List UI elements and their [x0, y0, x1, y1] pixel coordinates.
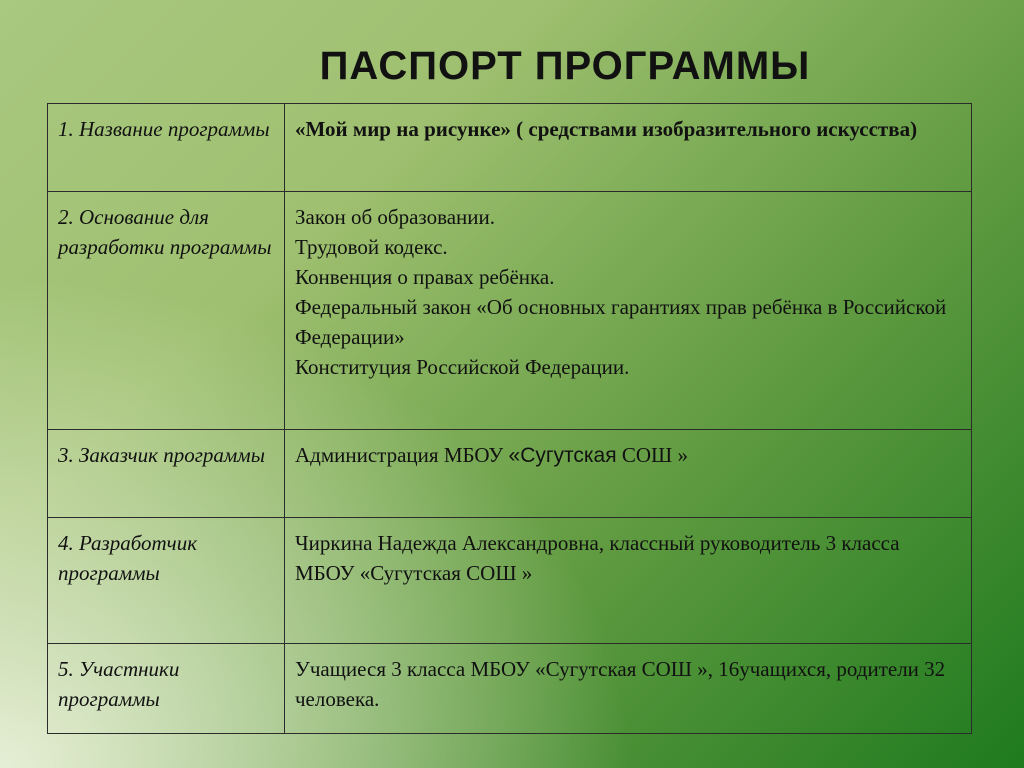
row-value-basis	[285, 192, 972, 429]
basis-line-labor-code: Трудовой кодекс.	[295, 235, 448, 260]
basis-line-federal-law: Федеральный закон «Об основных гарантиях прав ребёнка в Российской Федерации»	[295, 295, 947, 350]
customer-prefix: Администрация МБОУ	[295, 442, 509, 467]
page-title: ПАСПОРТ ПРОГРАММЫ	[319, 44, 811, 88]
basis-line-child-rights-convention: Конвенция о правах ребёнка.	[295, 265, 555, 290]
table-row	[48, 192, 972, 429]
program-passport-table	[47, 103, 972, 734]
row-value-developer: Чиркина Надежда Александровна, классный руководитель 3 класса МБОУ «Сугутская СОШ »	[285, 517, 972, 643]
row-value-participants: Учащиеся 3 класса МБОУ «Сугутская СОШ », 16учащихся, родители 32 человека.	[285, 643, 972, 733]
customer-school-name: «Сугутская	[508, 443, 617, 467]
table-row	[48, 643, 972, 733]
row-label-customer: 3. Заказчик программы	[48, 429, 285, 517]
row-label-program-name: 1. Название программы	[48, 104, 285, 192]
table-row	[48, 517, 972, 643]
row-label-developer: 4. Разработчик программы	[48, 517, 285, 643]
row-value-program-name: «Мой мир на рисунке» ( средствами изобразительного искусства)	[285, 104, 972, 192]
row-label-basis: 2. Основание для разработки программы	[48, 192, 285, 429]
basis-line-education-law: Закон об образовании.	[295, 205, 496, 230]
row-label-participants: 5. Участники программы	[48, 643, 285, 733]
table-row	[48, 104, 972, 192]
basis-line-constitution: Конституция Российской Федерации.	[295, 355, 630, 380]
table-row	[48, 429, 972, 517]
customer-suffix: СОШ »	[616, 442, 688, 467]
row-value-customer	[285, 429, 972, 517]
